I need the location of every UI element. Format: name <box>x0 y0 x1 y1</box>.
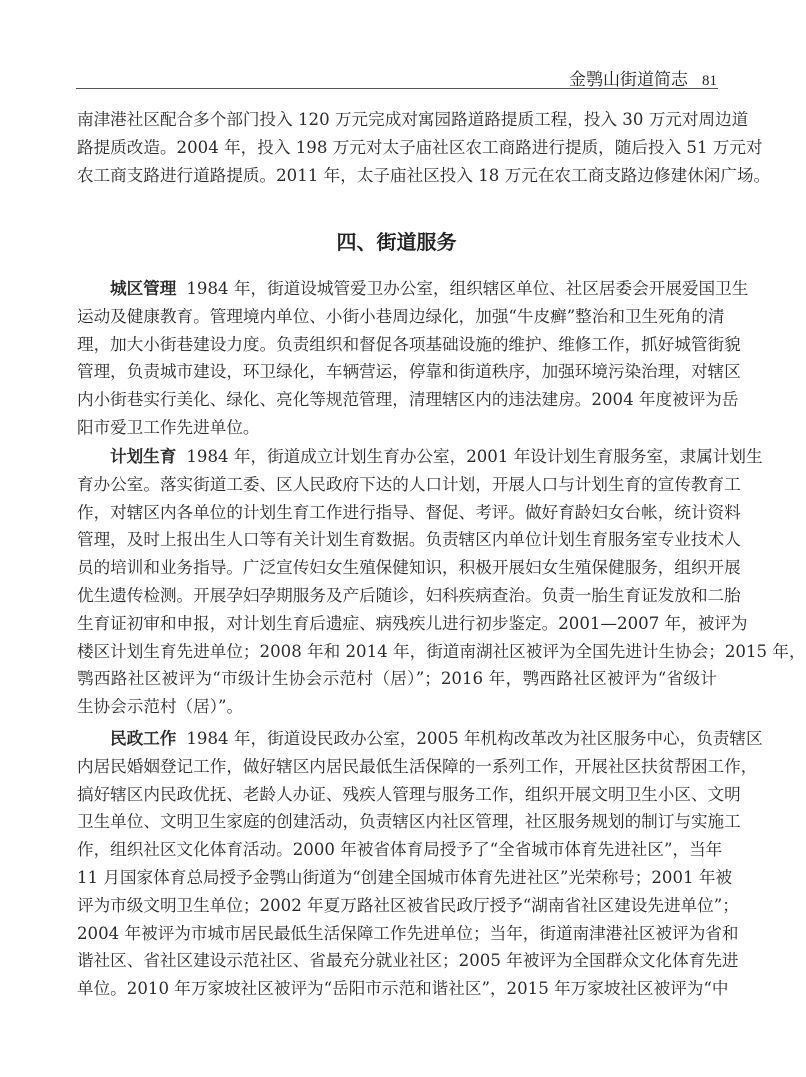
paragraph-label: 计划生育 <box>110 447 177 466</box>
text-line: 员的培训和业务指导。广泛宣传妇女生殖保健知识，积极开展妇女生殖保健服务，组织开展 <box>77 558 741 578</box>
text-line: 2004 年被评为市城市居民最低生活保障工作先进单位；当年，街道南津港社区被评为省和 <box>77 923 739 943</box>
paragraph-urban-management <box>77 275 749 442</box>
paragraph-family-planning <box>77 443 806 721</box>
paragraph-text: 1984 年，街道成立计划生育办公室，2001 年设计划生育服务室，隶属计划生 <box>186 447 763 466</box>
text-line: 鹗西路社区被评为“市级计生协会示范村（居）”；2016 年，鹗西路社区被评为“省级计 <box>77 669 717 689</box>
text-line: 谐社区、省社区建设示范社区、省最充分就业社区；2005 年被评为全国群众文化体育先进 <box>77 951 739 971</box>
paragraph-text: 1984 年，街道设城管爱卫办公室，组织辖区单位、社区居委会开展爱国卫生 <box>186 279 749 298</box>
text-line: 内小街巷实行美化、绿化、亮化等规范管理，清理辖区内的违法建房。2004 年度被评为岳 <box>77 390 739 410</box>
text-line: 生育证初审和申报，对计划生育后遗症、病残疾儿进行初步鉴定。2001—2007 年，被评为 <box>77 613 748 633</box>
text-line: 阳市爱卫工作先进单位。 <box>77 417 260 437</box>
text-line: 运动及健康教育。管理境内单位、小街小巷周边绿化，加强“牛皮癣”整治和卫生死角的清 <box>77 306 725 326</box>
text-line: 优生遗传检测。开展孕妇孕期服务及产后随诊，妇科疾病查治。负责一胎生育证发放和二胎 <box>77 585 741 605</box>
text-line: 生协会示范村（居）”。 <box>77 697 244 717</box>
text-line: 卫生单位、文明卫生家庭的创建活动，负责辖区内社区管理，社区服务规划的制订与实施工 <box>77 812 741 832</box>
text-line: 南津港社区配合多个部门投入 120 万元完成对寓园路道路提质工程，投入 30 万元对周边道 <box>77 110 749 129</box>
book-title: 金鹗山街道简志 <box>569 70 688 90</box>
text-line: 11 月国家体育总局授予金鹗山街道为“创建全国城市体育先进社区”光荣称号；2001 年被 <box>77 867 733 887</box>
text-line <box>77 725 763 753</box>
text-line: 管理，负责城市建设，环卫绿化，车辆营运，停靠和街道秩序，加强环境污染治理，对辖区 <box>77 362 741 382</box>
text-line: 育办公室。落实街道工委、区人民政府下达的人口计划，开展人口与计划生育的宣传教育工 <box>77 474 741 494</box>
paragraph-text: 1984 年，街道设民政办公室，2005 年机构改革改为社区服务中心，负责辖区 <box>186 729 763 748</box>
section-heading: 四、街道服务 <box>336 230 457 254</box>
running-head <box>569 65 717 90</box>
intro-paragraph <box>77 106 771 189</box>
paragraph-label: 城区管理 <box>110 279 177 298</box>
text-line: 内居民婚姻登记工作，做好辖区内居民最低生活保障的一系列工作，开展社区扶贫帮困工作， <box>77 756 758 776</box>
text-line: 搞好辖区内民政优抚、老龄人办证、残疾人管理与服务工作，组织开展文明卫生小区、文明 <box>77 784 741 804</box>
paragraph-label: 民政工作 <box>110 729 177 748</box>
text-line: 理，加大小街巷建设力度。负责组织和督促各项基础设施的维护、维修工作，抓好城管街貌 <box>77 334 741 354</box>
text-line <box>77 275 749 303</box>
text-line: 楼区计划生育先进单位；2008 年和 2014 年，街道南湖社区被评为全国先进计生协会；2015 年， <box>77 641 806 661</box>
text-line: 评为市级文明卫生单位；2002 年夏万路社区被省民政厅授予“湖南省社区建设先进单位”； <box>77 895 739 915</box>
text-line: 作，对辖区内各单位的计划生育工作进行指导、督促、考评。做好育龄妇女台帐，统计资料 <box>77 502 741 522</box>
paragraph-civil-affairs <box>77 725 763 1003</box>
text-line: 农工商支路进行道路提质。2011 年，太子庙社区投入 18 万元在农工商支路边修建休闲广场。 <box>77 165 771 185</box>
text-line: 路提质改造。2004 年，投入 198 万元对太子庙社区农工商路进行提质，随后投入 51 万元对 <box>77 137 763 157</box>
page-number: 81 <box>702 73 717 89</box>
text-line: 作，组织社区文化体育活动。2000 年被省体育局授予了“全省城市体育先进社区”，当年 <box>77 840 723 860</box>
text-line: 管理，及时上报出生人口等有关计划生育数据。负责辖区内单位计划生育服务室专业技术人 <box>77 530 741 550</box>
header-rule <box>76 88 718 89</box>
text-line: 单位。2010 年万家坡社区被评为“岳阳市示范和谐社区”，2015 年万家坡社区被评为“中 <box>77 979 729 999</box>
text-line <box>77 443 763 471</box>
